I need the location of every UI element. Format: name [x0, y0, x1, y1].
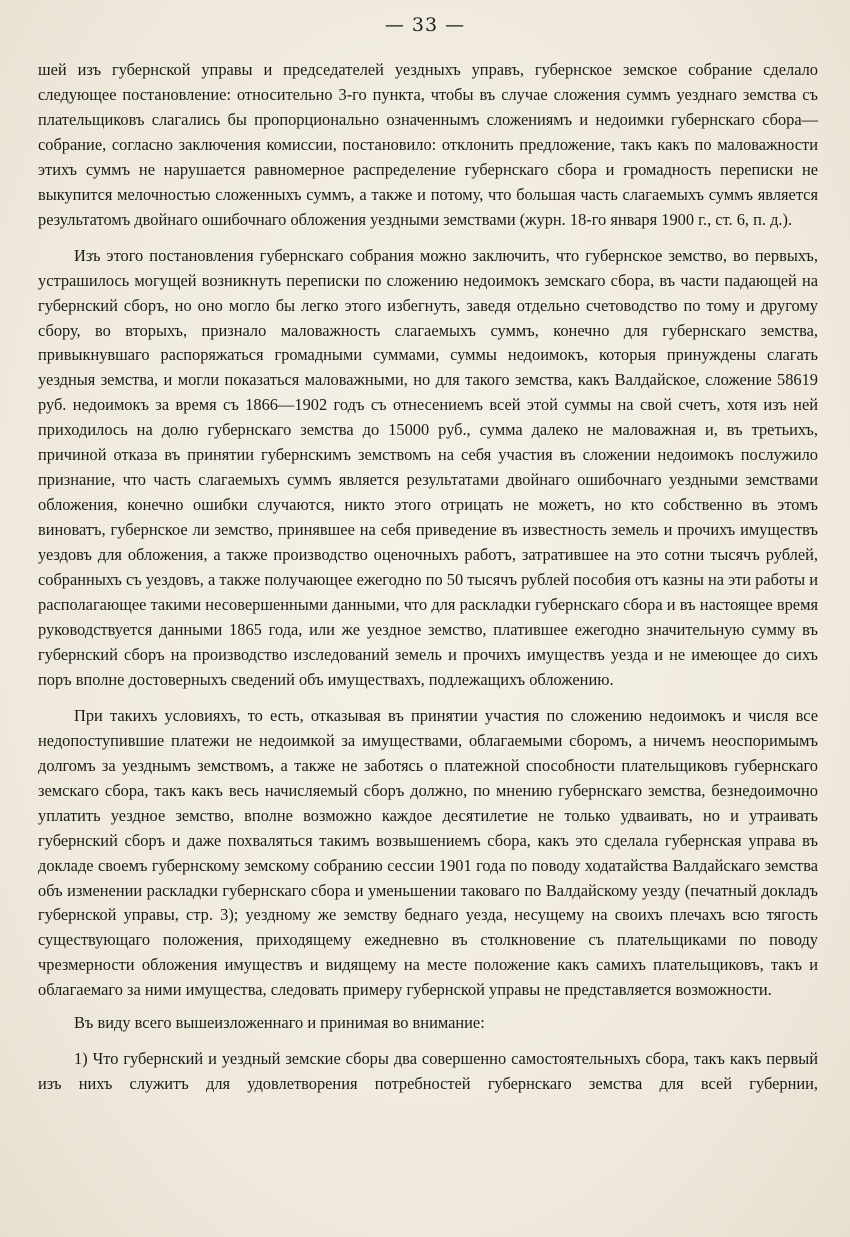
paragraph-spacer	[38, 233, 818, 244]
paragraph-3: При такихъ условияхъ, то есть, отказывая въ принятии участия по сложению недоимокъ и числя все недопоступившие платежи не недоимкой за имуществами, облагаемыми сборомъ, а ничемъ неоспоримымъ долгомъ за уезднымъ земствомъ, а также не заботясь о платежной способности плательщиковъ губернскаго земскаго сбора, такъ какъ весь начисляемый сборъ должно, по мнению губернскаго земства, безнедоимочно уплатить уездное земство, вполне возможно каждое десятилетие не только удваивать, но и утраивать губернский сборъ и даже похваляться такимъ возвышениемъ сбора, какъ это сделала губернская управа въ докладе своемъ губернскому земскому собранию сессии 1901 года по поводу ходатайства Валдайскаго земства объ изменении раскладки губернскаго сбора и уменьшении таковаго по Валдайскому уезду (печатный докладъ губернской управы, стр. 3); уездному же земству беднаго уезда, несущему на своихъ плечахъ всю тягость существующаго положения, приходящему ежедневно въ столкновение съ плательщиками по поводу чрезмерности обложения имуществъ и видящему на месте положение какъ самихъ плательщиковъ, такъ и облагаемаго за ними имущества, следовать примеру губернской управы не представляется возможности.	[38, 705, 818, 1000]
page-number: — 33 —	[384, 14, 466, 36]
paragraph-spacer	[38, 1003, 818, 1011]
paragraph-4: Въ виду всего вышеизложеннаго и принимая во внимание:	[74, 1013, 485, 1033]
paragraph-2: Изъ этого постановления губернскаго собрания можно заключить, что губернское земство, во первыхъ, устрашилось могущей возникнуть переписки по сложению недоимокъ земскаго сбора, въ части падающей на губернский сборъ, но оно могло бы легко этого избегнуть, заведя отдельно счетоводство по тому и другому сбору, во вторыхъ, признало маловажность слагаемыхъ суммъ, конечно для губернскаго земства, привыкнувшаго распоряжаться громадными суммами, суммы недоимокъ, которыя принуждены слагать уездныя земства, и могли показаться маловажными, но для такого земства, какъ Валдайское, сложение 58619 руб. недоимокъ за время съ 1866—1902 годъ съ отнесениемъ всей этой суммы на свой счетъ, хотя изъ ней приходилось на долю губернскаго земства до 15000 руб., сумма далеко не маловажная и, въ третьихъ, причиной отказа въ принятии губернскимъ земствомъ на себя участия въ сложении недоимокъ послужило признание, что часть слагаемыхъ суммъ является результатами двойнаго ошибочнаго уездными земствами обложения, конечно ошибки случаются, никто этого отрицать не можетъ, но кто собственно въ этомъ виноватъ, губернское ли земство, принявшее на себя приведение въ известность земель и прочихъ имуществъ уездовъ для обложения, а также производство оценочныхъ работъ, затратившее на это сотни тысячъ рублей, собранныхъ съ уездовъ, а также получающее ежегодно по 50 тысячъ рублей пособия отъ казны на эти работы и располагающее такими несовершенными данными, что для раскладки губернскаго сбора и въ настоящее время руководствуется данными 1865 года, или же уездное земство, платившее ежегодно значительную сумму въ губернский сборъ на производство изследований земель и прочихъ имуществъ уезда и не имеющее до сихъ поръ вполне достоверныхъ сведений объ имуществахъ, подлежащихъ обложению.	[38, 245, 818, 689]
paragraph-1: шей изъ губернской управы и председателей уездныхъ управъ, губернское земское собрание сделало следующее постановление: относительно 3-го пункта, чтобы въ случае сложения суммъ уезднаго земства съ плательщиковъ слагались бы пропорционально означеннымъ сложениямъ и недоимки губернскаго сбора—собрание, согласно заключения комиссии, постановило: отклонить предложение, такъ какъ по маловажности этихъ суммъ не нарушается равномерное распределение губернскаго сбора и громадность переписки не выкупится мелочностью сложенныхъ суммъ, а также и потому, что большая часть слагаемыхъ суммъ является результатомъ двойнаго ошибочнаго обложения уездными земствами (журн. 18-го января 1900 г., ст. 6, п. д.).	[38, 60, 818, 229]
paragraph-5: 1) Что губернский и уездный земские сборы два совершенно самостоятельныхъ сбора, такъ какъ первый изъ нихъ служитъ для удовлетворения потребностей губернскаго земства для всей губернии,	[38, 1049, 818, 1094]
paragraph-spacer	[38, 1036, 818, 1047]
paragraph-spacer	[38, 693, 818, 704]
body-text	[38, 58, 818, 1097]
